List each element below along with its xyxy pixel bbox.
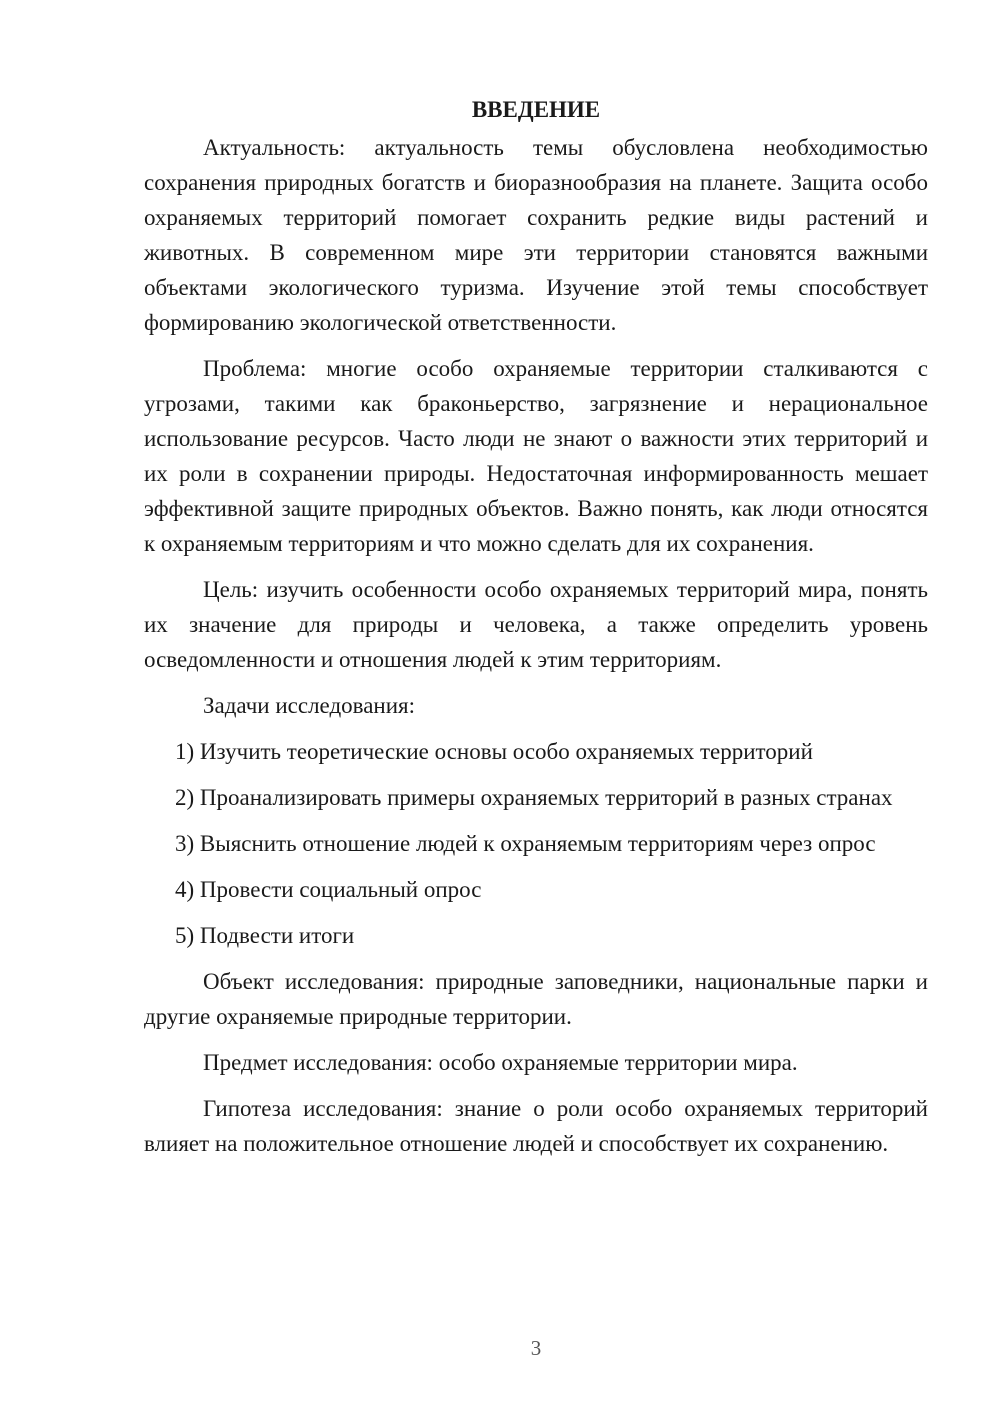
task-item-3: 3) Выяснить отношение людей к охраняемым территориям через опрос [175, 831, 876, 856]
task-item-1: 1) Изучить теоретические основы особо охраняемых территорий [175, 739, 813, 764]
page-number: 3 [530, 1336, 542, 1360]
hypothesis-paragraph: Гипотеза исследования: знание о роли особо охраняемых территорий влияет на положительное отношение людей и способствует их сохранению. [144, 1096, 928, 1156]
task-item-5: 5) Подвести итоги [175, 923, 355, 948]
relevance-paragraph: Актуальность: актуальность темы обусловлена необходимостью сохранения природных богатств и биоразнообразия на планете. Защита особо охраняемых территорий помогает сохранить редкие виды растений и животных. В современном мире эти территории становятся важными объектами экологического туризма. Изучение этой темы способствует формированию экологической ответственности. [144, 135, 928, 335]
task-item-4: 4) Провести социальный опрос [175, 877, 482, 902]
goal-paragraph: Цель: изучить особенности особо охраняемых территорий мира, понять их значение для природы и человека, а также определить уровень осведомленности и отношения людей к этим территориям. [144, 577, 928, 672]
tasks-heading: Задачи исследования: [203, 693, 416, 718]
subject-paragraph: Предмет исследования: особо охраняемые территории мира. [203, 1050, 798, 1075]
problem-paragraph: Проблема: многие особо охраняемые территории сталкиваются с угрозами, такими как браконьерство, загрязнение и нерациональное использование ресурсов. Часто люди не знают о важности этих территорий и их роли в сохранении природы. Недостаточная информированность мешает эффективной защите природных объектов. Важно понять, как люди относятся к охраняемым территориям и что можно сделать для их сохранения. [144, 356, 928, 556]
page-content [144, 92, 928, 1161]
task-item-2: 2) Проанализировать примеры охраняемых территорий в разных странах [175, 785, 893, 810]
object-paragraph: Объект исследования: природные заповедники, национальные парки и другие охраняемые природные территории. [144, 969, 928, 1029]
page-title: ВВЕДЕНИЕ [471, 97, 601, 122]
